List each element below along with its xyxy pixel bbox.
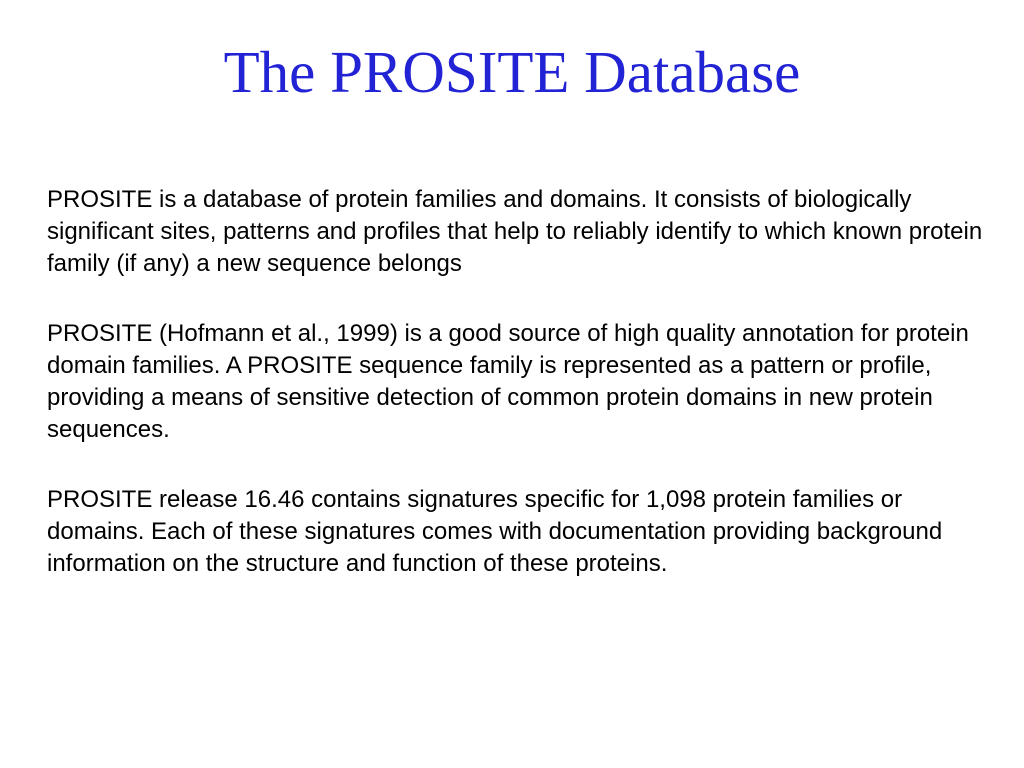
slide-body	[47, 184, 987, 580]
paragraph-overview: PROSITE is a database of protein families and domains. It consists of biologically significant sites, patterns and profiles that help to reliably identify to which known protein family (if any) a new sequence belongs	[47, 186, 983, 277]
paragraph-annotation: PROSITE (Hofmann et al., 1999) is a good source of high quality annotation for protein domain families. A PROSITE sequence family is represented as a pattern or profile, providing a means of sensitive detection of common protein domains in new protein sequences.	[47, 320, 969, 443]
paragraph-release: PROSITE release 16.46 contains signatures specific for 1,098 protein families or domains. Each of these signatures comes with documentation providing background information on the structure and function of these proteins.	[47, 486, 943, 577]
slide-title: The PROSITE Database	[223, 39, 801, 105]
